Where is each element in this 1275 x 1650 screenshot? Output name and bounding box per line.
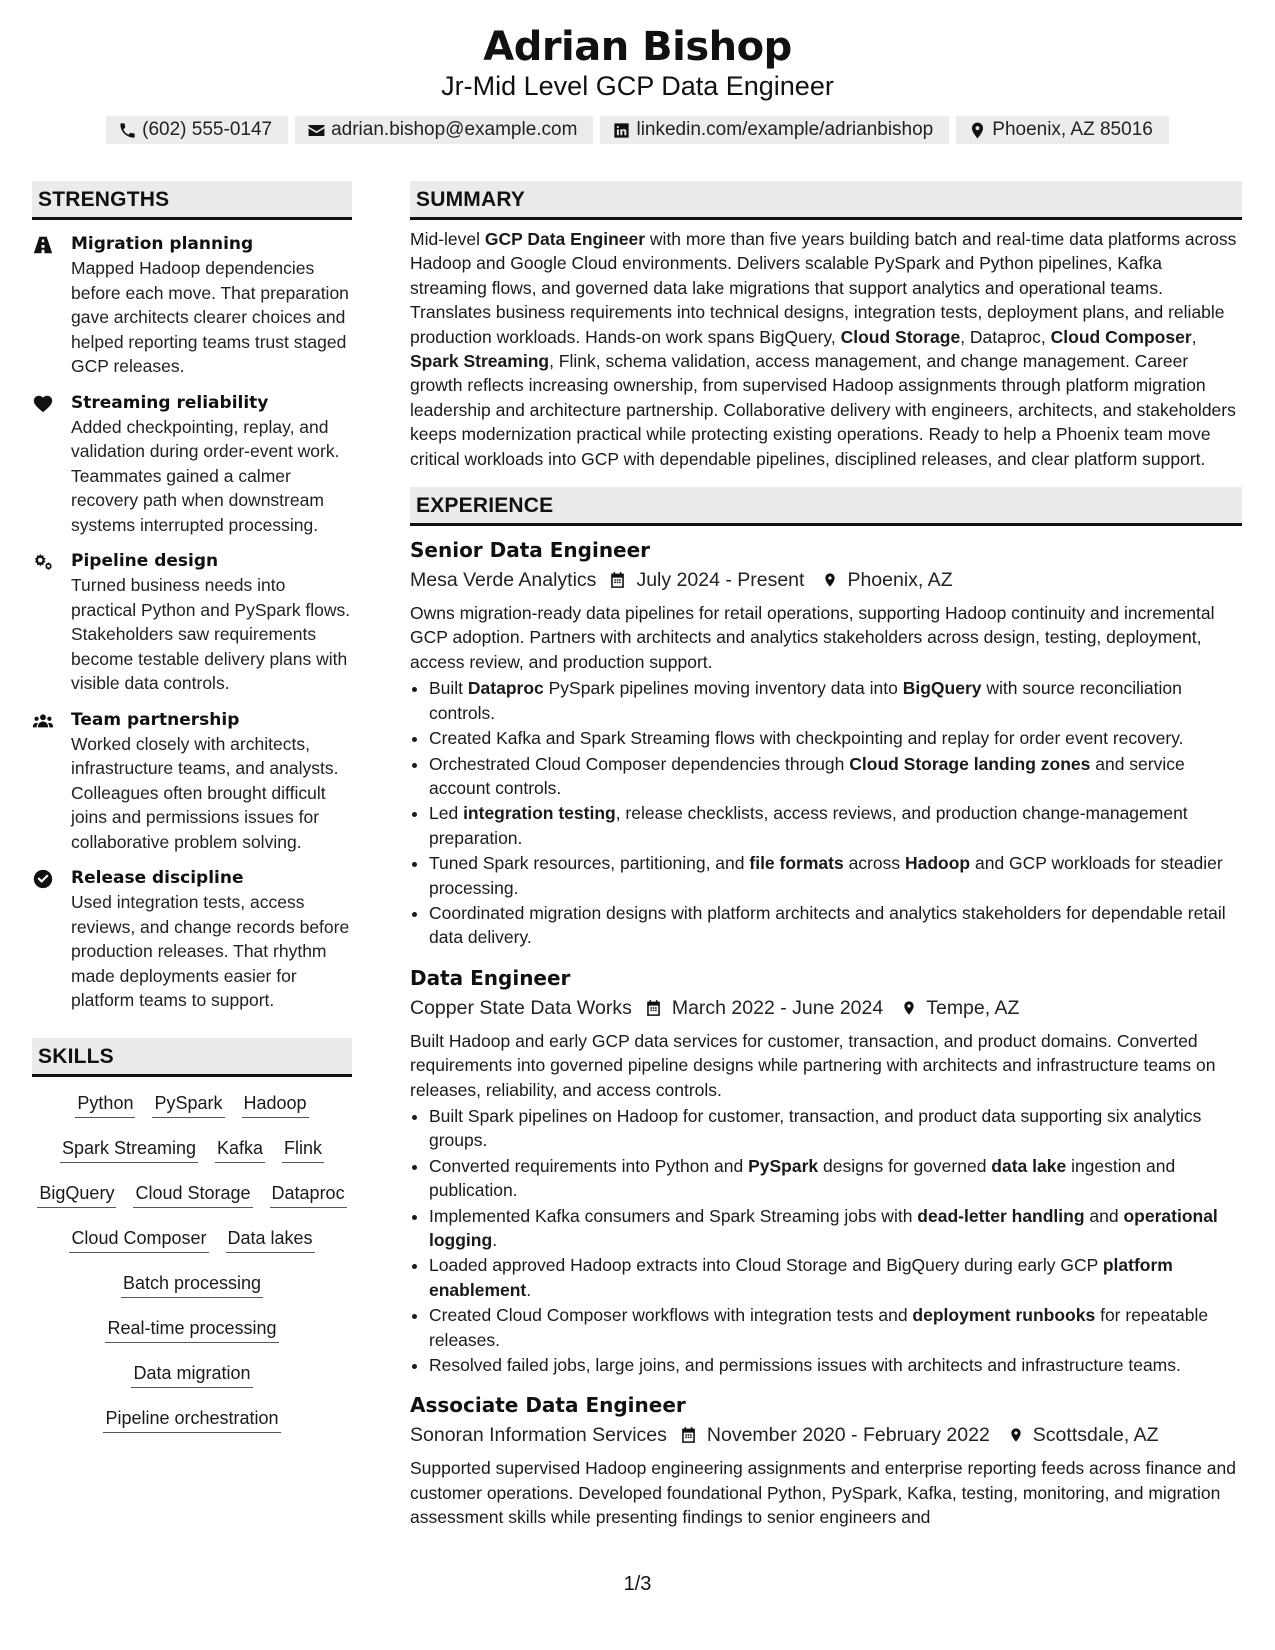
bold-keyword: GCP Data Engineer [484, 229, 646, 249]
experience-heading: EXPERIENCE [410, 487, 1242, 526]
bold-keyword: file formats [749, 853, 844, 874]
job-bullet [429, 1253, 1242, 1302]
bold-keyword: Cloud Storage landing zones [849, 753, 1091, 774]
text-run: , [1191, 326, 1197, 347]
text-run: and [1084, 1205, 1124, 1226]
phone-icon [118, 121, 137, 140]
job-company: Sonoran Information Services [410, 1424, 667, 1447]
job-bullet [429, 676, 1242, 725]
bold-keyword: platform enablement [429, 1255, 1173, 1300]
skill-row [32, 1361, 352, 1406]
summary-text [410, 227, 1242, 471]
page-number: 1/3 [623, 1573, 652, 1595]
text-run: ingestion and publication. [429, 1155, 1176, 1201]
bold-keyword: deployment runbooks [912, 1305, 1096, 1326]
job-bullets [410, 1104, 1242, 1377]
job-description: Supported supervised Hadoop engineering assignments and enterprise reporting feeds across finance and customer operations. Developed foundational Python, PySpark, Kafka, testing, monitoring, and migration assessment skills while presenting findings to senior engineers and [410, 1458, 1236, 1528]
strength-item [32, 391, 352, 538]
text-run: across [843, 853, 905, 874]
contact-linkedin[interactable] [600, 116, 949, 144]
linkedin-text: linkedin.com/example/adrianbishop [636, 119, 934, 140]
text-run: Mid-level [410, 229, 485, 249]
text-run: Resolved failed jobs, large joins, and permissions issues with architects and infrastructure teams. [429, 1355, 1181, 1376]
text-run: and GCP workloads for steadier processing. [429, 853, 1223, 898]
map-pin-icon [822, 570, 838, 590]
strength-item [32, 708, 352, 855]
job-location: Scottsdale, AZ [1032, 1424, 1159, 1447]
job-location: Phoenix, AZ [847, 569, 953, 592]
text-run: . [492, 1230, 498, 1250]
contact-bar [0, 116, 1275, 144]
text-run: , Dataproc, [960, 326, 1051, 347]
strength-desc: Used integration tests, access reviews, and change records before production releases. That rhythm made deployments easier for platform teams to support. [71, 892, 350, 1010]
job-bullet [429, 1204, 1242, 1253]
job-title: Associate Data Engineer [410, 1393, 686, 1418]
job-dates: March 2022 - June 2024 [671, 996, 884, 1019]
strength-desc: Mapped Hadoop dependencies before each move. That preparation gave architects clearer choices and helped reporting teams trust staged GCP releases. [71, 258, 349, 376]
text-run: , Flink, schema validation, access management, and change management. Career growth reflects increasing ownership, from supervised Hadoop assignments through platform migration leadership and architecture partnership. Collaborative delivery with engineers, architects, and stakeholders keeps modernization practical while protecting existing operations. Ready to help a Phoenix team move critical workloads into GCP with dependable pipelines, disciplined releases, and clear platform support. [410, 351, 1236, 469]
summary-heading: SUMMARY [410, 181, 1242, 220]
job-description: Owns migration-ready data pipelines for retail operations, supporting Hadoop continuity and incremental GCP adoption. Partners with architects and analytics stakeholders across design, testing, deployment, access review, and production support. [410, 603, 1215, 672]
job-title: Data Engineer [410, 965, 571, 990]
job-dates: July 2024 - Present [636, 569, 805, 592]
skill-tag: Data lakes [226, 1226, 315, 1253]
strength-item [32, 549, 352, 696]
text-run: and service account controls. [429, 753, 1185, 798]
text-run: Coordinated migration designs with platform architects and analytics stakeholders for dependable retail data delivery. [429, 902, 1226, 948]
skill-row [32, 1406, 352, 1451]
skill-tag: Flink [282, 1136, 324, 1163]
skill-tag: BigQuery [37, 1181, 116, 1208]
job-title: Senior Data Engineer [410, 538, 651, 563]
text-run: Orchestrated Cloud Composer dependencies through [429, 753, 850, 774]
skill-tag: Cloud Storage [133, 1181, 252, 1208]
job-bullet [429, 752, 1242, 801]
job-description: Built Hadoop and early GCP data services for customer, transaction, and product domains. Converted requirements into governed pipeline designs while partnering with architects and infrastructure teams on releases, reliability, and access controls. [410, 1030, 1216, 1100]
job-entry [410, 1391, 1242, 1529]
calendar-icon [679, 1425, 698, 1445]
skill-row [32, 1271, 352, 1316]
bold-keyword: Spark Streaming [410, 351, 550, 372]
skills-list [32, 1091, 352, 1451]
job-bullet [429, 851, 1242, 900]
skill-row [32, 1226, 352, 1271]
strength-title: Release discipline [71, 868, 244, 888]
resume-header [0, 22, 1275, 144]
text-run: Tuned Spark resources, partitioning, and [429, 853, 750, 874]
location-text: Phoenix, AZ 85016 [992, 119, 1153, 140]
contact-email[interactable] [295, 116, 593, 144]
strength-title: Streaming reliability [71, 392, 269, 413]
bold-keyword: operational logging [429, 1205, 1218, 1250]
bold-keyword: data lake [991, 1155, 1067, 1176]
bold-keyword: Dataproc [467, 678, 544, 699]
bold-keyword: Cloud Composer [1050, 326, 1192, 347]
strength-title: Migration planning [71, 234, 254, 254]
job-meta [410, 565, 1242, 595]
job-bullet [429, 1303, 1242, 1352]
bold-keyword: Hadoop [904, 853, 971, 874]
strength-title: Team partnership [71, 709, 240, 730]
text-run: designs for governed [818, 1155, 992, 1176]
strengths-heading: STRENGTHS [32, 181, 352, 220]
skill-tag: Kafka [215, 1136, 265, 1163]
skill-tag: Hadoop [242, 1091, 309, 1118]
text-run: with source reconciliation controls. [429, 678, 1182, 723]
job-location: Tempe, AZ [926, 996, 1020, 1019]
strength-item [32, 866, 352, 1013]
skill-tag: Batch processing [121, 1271, 263, 1298]
text-run: Built [429, 678, 468, 699]
gears-icon [32, 551, 54, 573]
check-circle-icon [32, 868, 54, 890]
job-meta [410, 1420, 1242, 1450]
skill-row [32, 1091, 352, 1136]
job-bullet [429, 901, 1242, 950]
candidate-role: Jr-Mid Level GCP Data Engineer [441, 71, 834, 101]
bold-keyword: dead-letter handling [917, 1205, 1085, 1226]
bold-keyword: PySpark [748, 1155, 819, 1176]
text-run: with more than five years building batch and real-time data platforms across Hadoop and Google Cloud environments. Delivers scalable PySpark and Python pipelines, Kafka streaming flows, and governed data lake migrations that support analytics and operational teams. Translates business requirements into technical designs, integration tests, deployment plans, and reliable production workloads. Hands-on work spans BigQuery, [410, 229, 1237, 347]
text-run: for repeatable releases. [429, 1305, 1209, 1350]
calendar-icon [608, 570, 627, 590]
job-bullet [429, 1104, 1242, 1153]
experience-list [410, 536, 1242, 1530]
candidate-name: Adrian Bishop [483, 24, 792, 70]
job-bullet [429, 801, 1242, 850]
text-run: Created Kafka and Spark Streaming flows with checkpointing and replay for order event recovery. [429, 728, 1184, 749]
skill-tag: Pipeline orchestration [103, 1406, 280, 1433]
job-entry [410, 964, 1242, 1378]
text-run: PySpark pipelines moving inventory data into [543, 678, 903, 699]
text-run: Converted requirements into Python and [429, 1155, 749, 1176]
linkedin-icon [612, 121, 631, 140]
text-run: Implemented Kafka consumers and Spark Streaming jobs with [429, 1205, 918, 1226]
skill-tag: Dataproc [270, 1181, 347, 1208]
users-icon [32, 710, 54, 732]
main-column [410, 181, 1242, 1530]
skills-heading: SKILLS [32, 1038, 352, 1077]
skill-tag: Real-time processing [105, 1316, 278, 1343]
job-company: Mesa Verde Analytics [410, 569, 597, 592]
strength-desc: Turned business needs into practical Python and PySpark flows. Stakeholders saw requirements become testable delivery plans with visible data controls. [71, 575, 351, 693]
skill-tag: Python [75, 1091, 135, 1118]
road-icon [32, 234, 54, 256]
strength-title: Pipeline design [71, 551, 219, 571]
bold-keyword: Cloud Storage [840, 326, 961, 347]
sidebar [32, 181, 352, 1451]
map-pin-icon [968, 121, 987, 140]
envelope-icon [307, 121, 326, 140]
text-run: Built Spark pipelines on Hadoop for customer, transaction, and product data supporting six analytics groups. [429, 1105, 1202, 1151]
skill-row [32, 1136, 352, 1181]
text-run: Loaded approved Hadoop extracts into Cloud Storage and BigQuery during early GCP [429, 1255, 1103, 1276]
strength-item [32, 232, 352, 379]
text-run: . [526, 1279, 532, 1300]
map-pin-icon [1008, 1425, 1024, 1445]
skill-tag: PySpark [152, 1091, 224, 1118]
contact-phone[interactable] [106, 116, 288, 144]
contact-location [956, 116, 1169, 144]
job-bullets [410, 676, 1242, 949]
job-bullet [429, 1353, 1242, 1377]
job-company: Copper State Data Works [410, 996, 632, 1019]
email-text: adrian.bishop@example.com [331, 119, 578, 140]
job-meta [410, 993, 1242, 1023]
text-run: Led [429, 803, 464, 824]
map-pin-icon [901, 998, 917, 1018]
skill-tag: Cloud Composer [69, 1226, 208, 1253]
job-bullet [429, 1154, 1242, 1203]
heart-icon [32, 393, 54, 415]
text-run: Created Cloud Composer workflows with integration tests and [429, 1305, 913, 1326]
skill-row [32, 1181, 352, 1226]
job-dates: November 2020 - February 2022 [706, 1424, 990, 1447]
skill-tag: Spark Streaming [60, 1136, 198, 1163]
skill-tag: Data migration [131, 1361, 252, 1388]
calendar-icon [644, 998, 663, 1018]
phone-text: (602) 555-0147 [142, 119, 273, 140]
job-entry [410, 536, 1242, 950]
strength-desc: Worked closely with architects, infrastructure teams, and analysts. Colleagues often brought difficult joins and permissions issues for collaborative problem solving. [71, 733, 339, 852]
bold-keyword: BigQuery [902, 678, 982, 699]
job-bullet [429, 726, 1242, 750]
skill-row [32, 1316, 352, 1361]
strength-desc: Added checkpointing, replay, and validation during order-event work. Teammates gained a calmer recovery path when downstream systems interrupted processing. [71, 416, 340, 535]
bold-keyword: integration testing [463, 803, 616, 824]
text-run: , release checklists, access reviews, and production change-management preparation. [429, 803, 1188, 848]
